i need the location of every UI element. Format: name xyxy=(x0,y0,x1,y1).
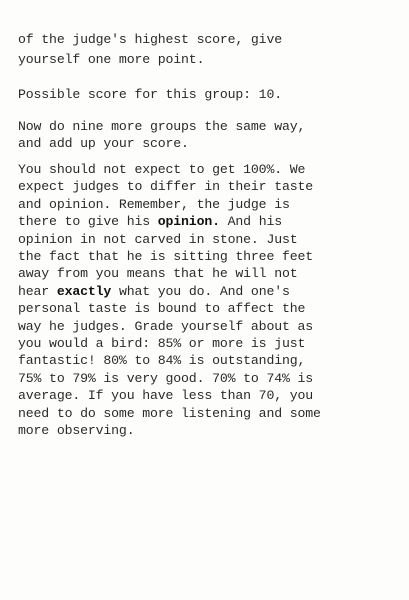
text-line: expect judges to differ in their taste xyxy=(18,179,314,195)
text-line: you would a bird: 85% or more is just xyxy=(18,336,306,352)
text-line: You should not expect to get 100%. We xyxy=(18,162,306,177)
emphasis-exactly: exactly xyxy=(56,283,112,299)
text-line: 75% to 79% is very good. 70% to 74% is xyxy=(18,370,314,386)
paragraph-grading-guidance xyxy=(18,161,398,440)
text-line: Now do nine more groups the same way, xyxy=(18,119,306,134)
text-line: Possible score for this group: 10. xyxy=(18,87,282,102)
text-line: and add up your score. xyxy=(18,136,189,152)
text-line: way he judges. Grade yourself about as xyxy=(18,318,314,334)
text-line: need to do some more listening and some xyxy=(18,405,321,421)
paragraph-scoring-bonus xyxy=(18,30,398,70)
text-line: personal taste is bound to affect the xyxy=(18,301,306,317)
paragraph-nine-more-groups xyxy=(18,118,398,153)
text-line-start: there to give his xyxy=(18,214,158,230)
text-line: opinion in not carved in stone. Just xyxy=(18,231,298,247)
paragraph-possible-score xyxy=(18,86,398,103)
text-line-start: hear xyxy=(18,283,57,299)
text-line: yourself one more point. xyxy=(18,52,205,67)
text-line: of the judge's highest score, give xyxy=(18,32,282,47)
text-line: more observing. xyxy=(18,423,135,439)
text-line: and opinion. Remember, the judge is xyxy=(18,196,290,212)
text-line: fantastic! 80% to 84% is outstanding, xyxy=(18,353,306,369)
emphasis-opinion: opinion. xyxy=(157,214,220,230)
text-line-end: And his xyxy=(219,214,282,230)
text-line: the fact that he is sitting three feet xyxy=(18,249,314,265)
text-line: average. If you have less than 70, you xyxy=(18,388,314,404)
text-line: away from you means that he will not xyxy=(18,266,298,282)
text-line-end: what you do. And one's xyxy=(111,283,290,299)
